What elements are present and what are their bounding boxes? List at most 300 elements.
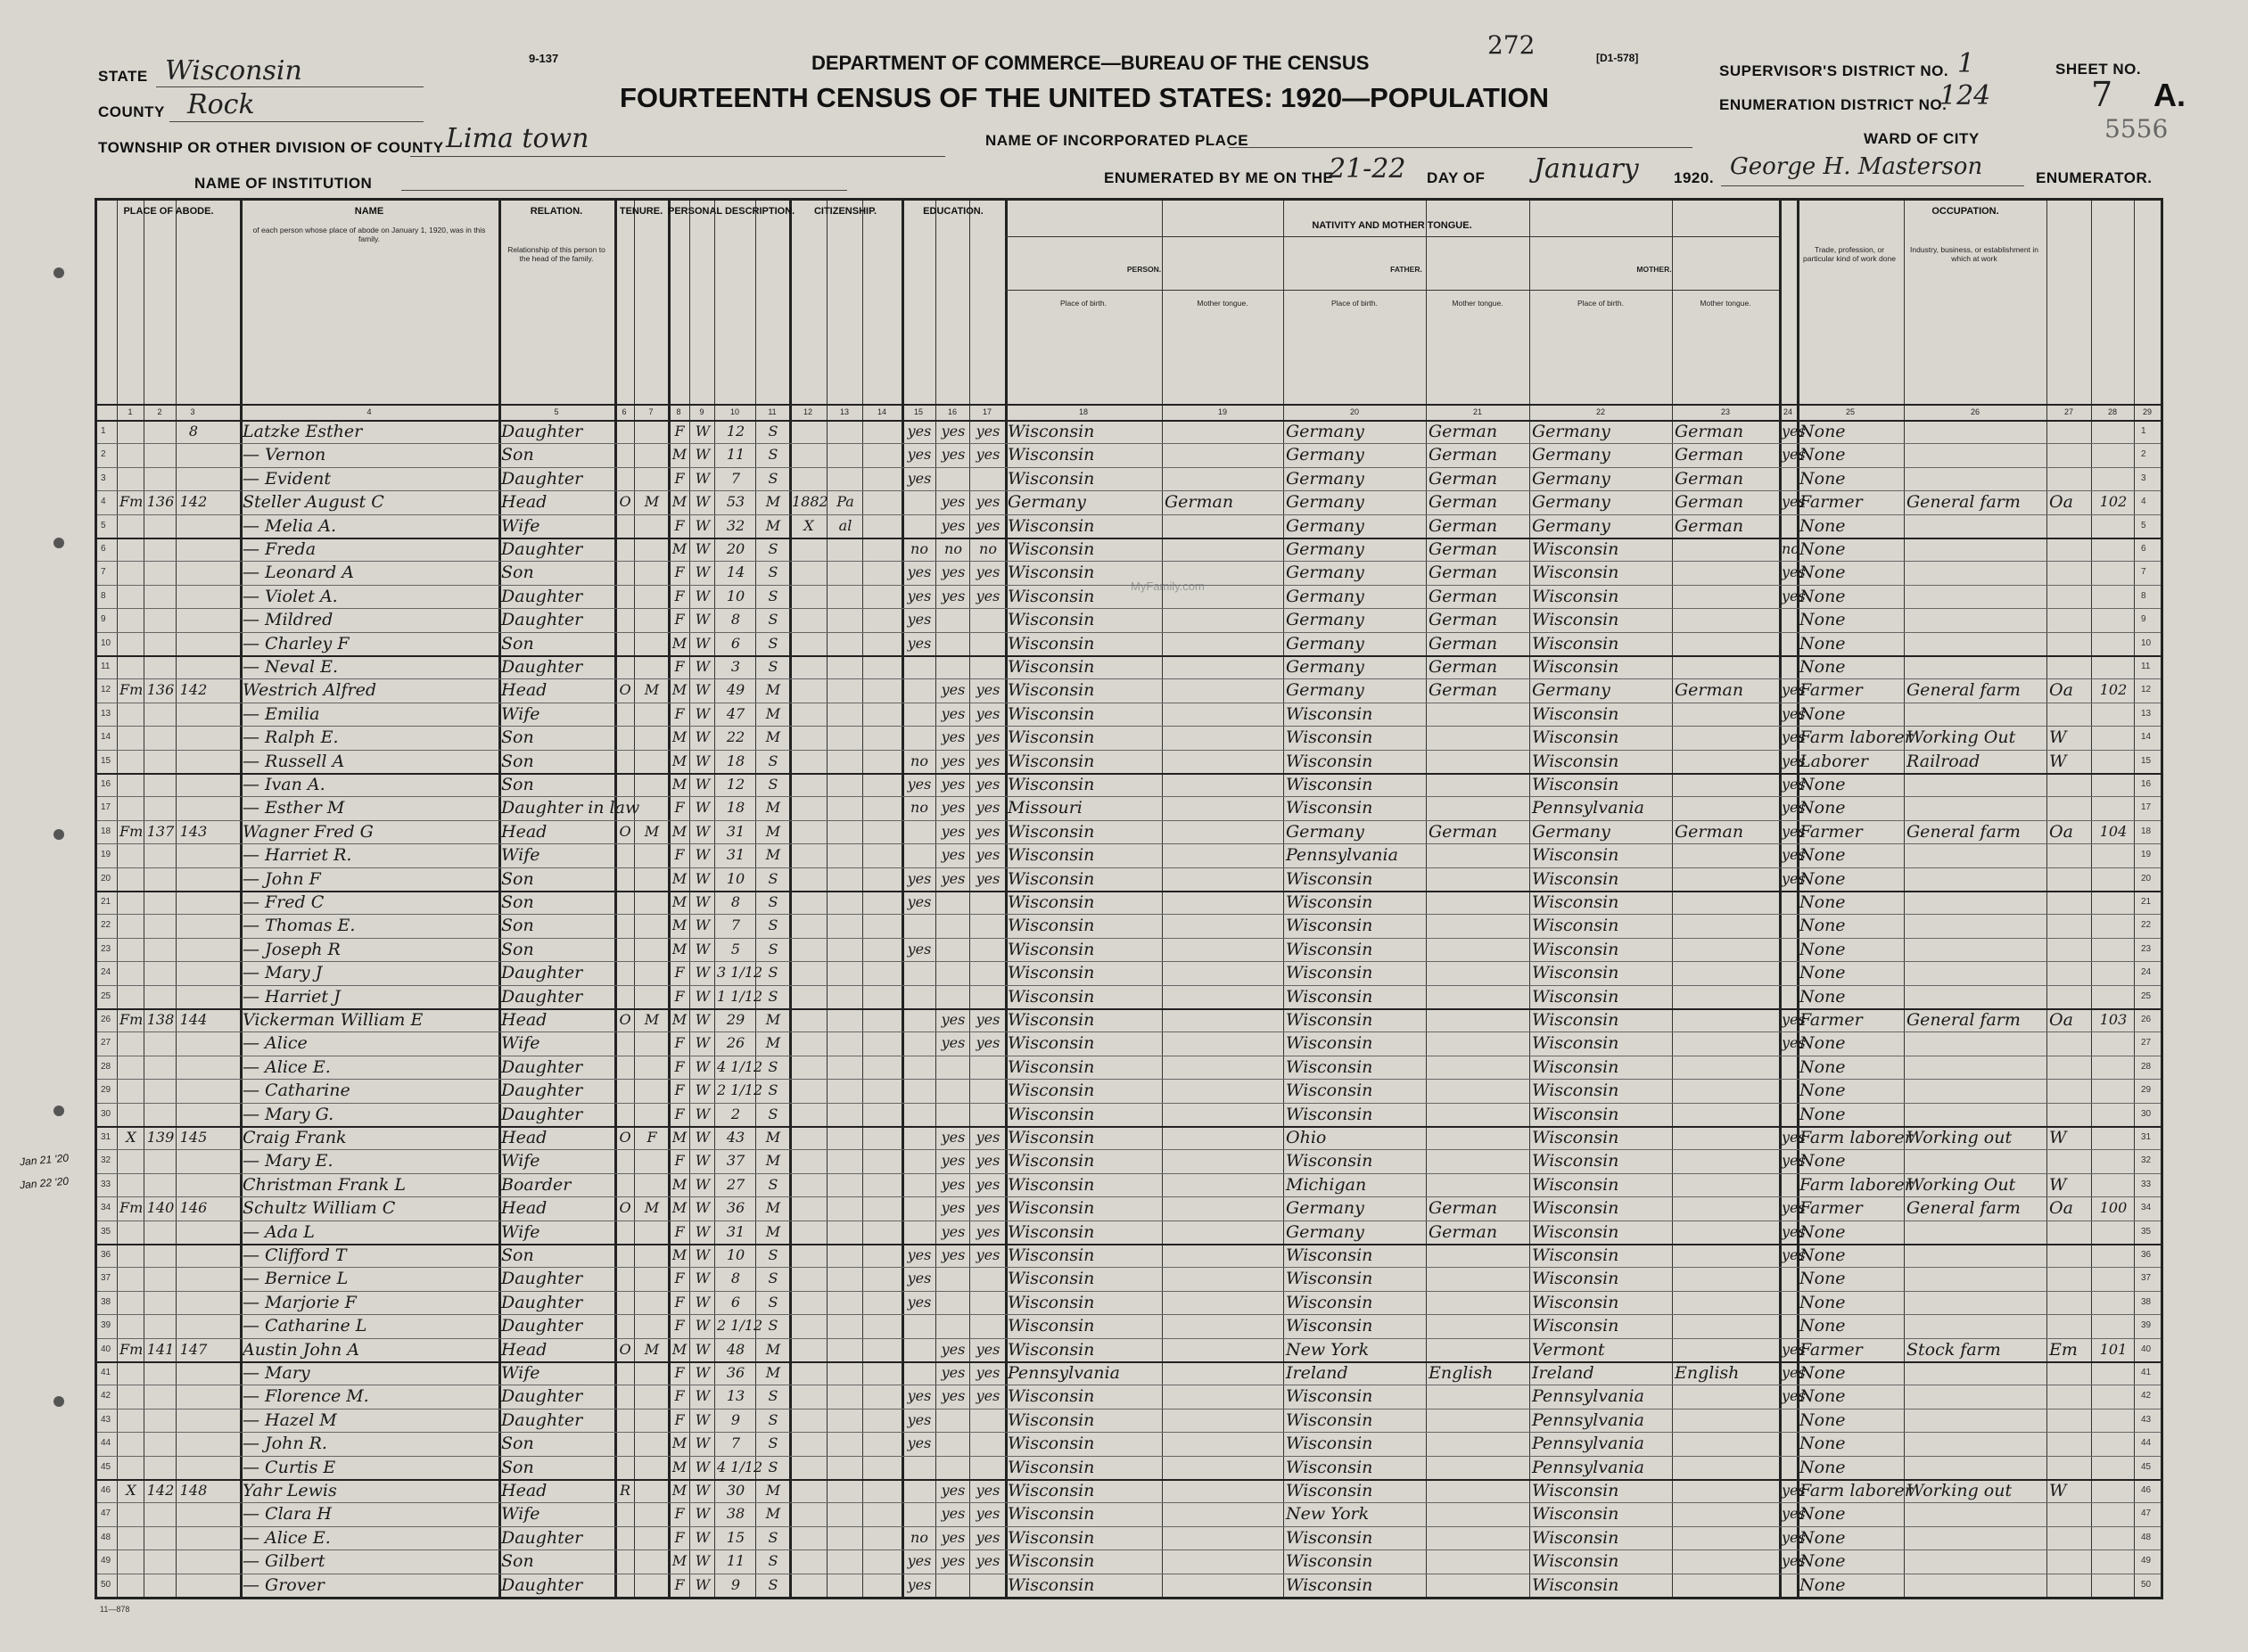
cell-mpob: Germany <box>1532 422 1610 441</box>
cell-age: 7 <box>730 1434 741 1452</box>
cell-race: W <box>695 1129 711 1146</box>
cell-rel: Son <box>501 775 534 794</box>
cell-eng: yes <box>1782 1222 1806 1240</box>
column-number: 19 <box>1217 407 1227 416</box>
cell-cls: W <box>2049 1481 2067 1500</box>
cell-mar: S <box>768 869 778 887</box>
column-number: 16 <box>947 407 957 416</box>
cell-rel: Son <box>501 939 534 959</box>
cell-mpob: Germany <box>1532 492 1610 513</box>
column-number: 1 <box>128 407 133 416</box>
cell-mar: M <box>765 1482 781 1499</box>
cell-age: 9 <box>730 1575 741 1593</box>
binder-hole <box>54 829 64 840</box>
row-number-right: 28 <box>2141 1061 2152 1072</box>
row-number-right: 2 <box>2141 449 2146 460</box>
cell-rel: Head <box>501 1339 548 1360</box>
row-number-right: 31 <box>2141 1132 2152 1142</box>
cell-name: Yahr Lewis <box>243 1481 337 1500</box>
table-row <box>97 655 2161 678</box>
cell-fpob: Wisconsin <box>1286 1081 1373 1101</box>
cell-rel: Daughter <box>501 422 583 441</box>
table-row <box>97 1031 2161 1055</box>
cell-st: X <box>126 1482 136 1499</box>
cell-mpob: Wisconsin <box>1532 986 1619 1007</box>
cell-write: yes <box>976 1199 1000 1217</box>
cell-own: O <box>619 1340 631 1358</box>
row-number-right: 29 <box>2141 1085 2152 1096</box>
cell-fmt: German <box>1429 422 1498 441</box>
page-stamp: 272 <box>1487 30 1536 60</box>
cell-own: O <box>619 493 631 511</box>
cell-fpob: Pennsylvania <box>1286 845 1398 866</box>
cell-occ: None <box>1799 798 1846 818</box>
column-number: 8 <box>676 407 681 416</box>
cell-fmt: German <box>1429 610 1498 630</box>
cell-race: W <box>695 493 711 511</box>
row-number: 8 <box>101 590 106 601</box>
cell-race: W <box>695 822 711 840</box>
cell-name: — Mary J <box>243 963 323 983</box>
cell-write: yes <box>976 446 1000 464</box>
margin-note: Jan 22 '20 <box>19 1174 70 1192</box>
row-number-right: 25 <box>2141 990 2152 1001</box>
cell-age: 6 <box>730 1293 741 1311</box>
cell-fpob: New York <box>1286 1504 1370 1525</box>
cell-sex: M <box>671 1458 688 1475</box>
cell-h: 138 <box>146 1011 175 1028</box>
mother-header: MOTHER. <box>1636 265 1672 274</box>
cell-rel: Son <box>501 1245 534 1265</box>
cell-fpob: Wisconsin <box>1286 703 1373 724</box>
group-tenure: TENURE. <box>619 206 663 217</box>
cell-fpob: Wisconsin <box>1286 963 1373 983</box>
cell-mar: S <box>768 1387 778 1405</box>
cell-mar: S <box>768 987 778 1005</box>
cell-mar: S <box>768 1246 778 1263</box>
cell-rel: Wife <box>501 1221 540 1242</box>
table-row <box>97 608 2161 631</box>
cell-name: — Curtis E <box>243 1457 336 1477</box>
cell-mar: M <box>765 1364 781 1381</box>
cell-write: yes <box>976 752 1000 769</box>
year-label: 1920. <box>1674 169 1715 186</box>
cell-pob: Wisconsin <box>1008 610 1095 630</box>
cell-fpob: Wisconsin <box>1286 892 1373 912</box>
cell-eng: yes <box>1782 1011 1806 1028</box>
township-value: Lima town <box>446 123 589 154</box>
cell-sex: M <box>671 1434 688 1452</box>
row-number: 28 <box>101 1061 111 1072</box>
cell-eng: yes <box>1782 1199 1806 1217</box>
row-number: 17 <box>101 802 111 813</box>
table-row <box>97 1409 2161 1432</box>
table-row <box>97 985 2161 1008</box>
cell-cls: Em <box>2049 1339 2078 1360</box>
row-number-right: 10 <box>2141 637 2152 648</box>
row-number-right: 47 <box>2141 1508 2152 1519</box>
cell-sex: F <box>674 1152 685 1170</box>
row-number-right: 50 <box>2141 1579 2152 1590</box>
cell-read: yes <box>941 493 966 511</box>
row-number: 47 <box>101 1508 111 1519</box>
cell-name: Steller August C <box>243 492 384 513</box>
cell-pob: Wisconsin <box>1008 1151 1095 1171</box>
cell-occ: None <box>1799 610 1846 630</box>
cell-mpob: Wisconsin <box>1532 751 1619 771</box>
cell-school: yes <box>907 893 932 910</box>
cell-fmt: German <box>1429 445 1498 465</box>
row-number: 15 <box>101 755 111 766</box>
cell-mar: S <box>768 1410 778 1428</box>
cell-occ: None <box>1799 1551 1846 1572</box>
cell-race: W <box>695 1199 711 1217</box>
cell-age: 5 <box>730 940 741 958</box>
table-row <box>97 703 2161 726</box>
column-number: 26 <box>1970 407 1980 416</box>
cell-name: — Leonard A <box>243 563 354 583</box>
row-number: 4 <box>101 497 106 507</box>
cell-occ: None <box>1799 1033 1846 1054</box>
watermark: MyFamily.com <box>1131 579 1205 593</box>
cell-age: 8 <box>730 1270 741 1287</box>
table-row <box>97 1338 2161 1361</box>
cell-occ: None <box>1799 1434 1846 1454</box>
cell-race: W <box>695 1152 711 1170</box>
cell-age: 36 <box>726 1199 745 1217</box>
cell-name: — Neval E. <box>243 657 338 677</box>
cell-fmt: German <box>1429 821 1498 842</box>
institution-underline <box>401 190 847 191</box>
cell-name: — Violet A. <box>243 586 338 606</box>
cell-occ: None <box>1799 515 1846 536</box>
cell-school: yes <box>907 1387 932 1405</box>
cell-school: yes <box>907 1552 932 1570</box>
cell-mpob: Wisconsin <box>1532 1128 1619 1147</box>
cell-occ: None <box>1799 422 1846 441</box>
cell-read: yes <box>941 1528 966 1546</box>
cell-mar: S <box>768 1528 778 1546</box>
row-number: 16 <box>101 779 111 789</box>
cell-fpob: Wisconsin <box>1286 1269 1373 1289</box>
cell-pob: Wisconsin <box>1008 445 1095 465</box>
table-row <box>97 443 2161 466</box>
cell-rel: Head <box>501 1481 548 1500</box>
cell-occ: None <box>1799 1363 1846 1383</box>
cell-name: — Melia A. <box>243 515 337 536</box>
table-row <box>97 1479 2161 1502</box>
row-rule <box>97 1597 2161 1599</box>
cell-fmt: German <box>1429 633 1498 653</box>
row-number-right: 1 <box>2141 426 2146 436</box>
column-number: 18 <box>1078 407 1088 416</box>
row-number: 27 <box>101 1038 111 1048</box>
cell-school: yes <box>907 1293 932 1311</box>
cell-cls: W <box>2049 727 2067 748</box>
cell-read: yes <box>941 516 966 534</box>
cell-race: W <box>695 423 711 440</box>
cell-name: — Vernon <box>243 445 326 465</box>
cell-occ: None <box>1799 539 1846 559</box>
cell-mar: M <box>765 1505 781 1523</box>
cell-fpob: Wisconsin <box>1286 868 1373 889</box>
row-number-right: 49 <box>2141 1556 2152 1566</box>
row-number-right: 3 <box>2141 473 2146 483</box>
relation-description: Relationship of this person to the head of the family. <box>507 245 605 263</box>
cell-ind: Railroad <box>1906 751 1980 771</box>
cell-rel: Daughter <box>501 1386 583 1407</box>
cell-occ: None <box>1799 468 1846 489</box>
township-underline <box>410 156 945 157</box>
cell-rel: Daughter in law <box>501 798 640 818</box>
incorporated-label: NAME OF INCORPORATED PLACE <box>985 132 1249 149</box>
cell-read: yes <box>941 1222 966 1240</box>
cell-rel: Son <box>501 727 534 748</box>
cell-rel: Daughter <box>501 1056 583 1077</box>
cell-mmt: German <box>1675 492 1744 513</box>
cell-pob: Wisconsin <box>1008 868 1095 889</box>
cell-sex: M <box>671 916 688 934</box>
cell-mar: S <box>768 776 778 793</box>
cell-eng: yes <box>1782 1246 1806 1263</box>
cell-rel: Daughter <box>501 1574 583 1595</box>
row-number: 24 <box>101 967 111 978</box>
cell-race: W <box>695 1410 711 1428</box>
cell-fpob: Germany <box>1286 610 1364 630</box>
incorporated-underline <box>1229 147 1692 148</box>
cell-occ: None <box>1799 586 1846 606</box>
cell-mmt: English <box>1675 1363 1740 1383</box>
row-number: 25 <box>101 990 111 1001</box>
row-number-right: 39 <box>2141 1320 2152 1331</box>
cell-code: 103 <box>2099 1011 2128 1028</box>
cell-mpob: Wisconsin <box>1532 1081 1619 1101</box>
cell-name: — Hazel M <box>243 1410 337 1430</box>
cell-pob: Wisconsin <box>1008 539 1095 559</box>
column-number: 7 <box>648 407 654 416</box>
cell-pob: Wisconsin <box>1008 963 1095 983</box>
cell-race: W <box>695 940 711 958</box>
table-row <box>97 514 2161 538</box>
cell-mpob: Wisconsin <box>1532 892 1619 912</box>
cell-mmt: German <box>1675 422 1744 441</box>
cell-eng: yes <box>1782 1387 1806 1405</box>
row-number: 20 <box>101 873 111 884</box>
cell-sex: F <box>674 1528 685 1546</box>
cell-code: 104 <box>2099 822 2128 840</box>
cell-write: yes <box>976 587 1000 604</box>
cell-mar: S <box>768 893 778 910</box>
cell-eng: yes <box>1782 704 1806 722</box>
cell-name: — Catharine <box>243 1081 350 1101</box>
table-row <box>97 561 2161 584</box>
cell-fpob: Wisconsin <box>1286 1292 1373 1312</box>
cell-age: 48 <box>726 1340 745 1358</box>
ed-value: 124 <box>1939 80 1991 111</box>
cell-age: 31 <box>726 822 745 840</box>
table-row <box>97 1173 2161 1196</box>
cell-rel: Son <box>501 1457 534 1477</box>
cell-write: yes <box>976 1152 1000 1170</box>
cell-rel: Son <box>501 1434 534 1454</box>
cell-race: W <box>695 563 711 581</box>
cell-read: no <box>944 540 962 557</box>
table-row <box>97 891 2161 914</box>
column-number: 28 <box>2107 407 2117 416</box>
cell-write: yes <box>976 704 1000 722</box>
cell-fpob: Germany <box>1286 492 1364 513</box>
row-number: 13 <box>101 708 111 719</box>
cell-school: no <box>910 1528 928 1546</box>
cell-age: 13 <box>726 1387 745 1405</box>
cell-rel: Son <box>501 563 534 583</box>
cell-mort: M <box>644 1011 660 1028</box>
cell-mpob: Wisconsin <box>1532 633 1619 653</box>
cell-race: W <box>695 1387 711 1405</box>
cell-age: 8 <box>730 611 741 629</box>
cell-age: 12 <box>726 776 745 793</box>
column-number: 6 <box>622 407 627 416</box>
binder-hole <box>54 1396 64 1407</box>
table-row <box>97 1056 2161 1079</box>
cell-sex: F <box>674 658 685 675</box>
cell-f: 146 <box>179 1199 208 1217</box>
cell-f: 145 <box>179 1129 208 1146</box>
row-number: 40 <box>101 1344 111 1354</box>
table-row <box>97 1574 2161 1597</box>
cell-mpob: Wisconsin <box>1532 727 1619 748</box>
cell-name: — Clifford T <box>243 1245 347 1265</box>
cell-race: W <box>695 587 711 604</box>
enumerator-label: ENUMERATOR. <box>2036 169 2153 186</box>
cell-mar: M <box>765 1199 781 1217</box>
month-value: January <box>1534 153 1639 185</box>
cell-pob: Wisconsin <box>1008 1033 1095 1054</box>
cell-pob: Wisconsin <box>1008 1316 1095 1336</box>
cell-occ: None <box>1799 1269 1846 1289</box>
cell-mar: S <box>768 469 778 487</box>
cell-occ: None <box>1799 939 1846 959</box>
cell-race: W <box>695 1222 711 1240</box>
cell-sex: F <box>674 469 685 487</box>
table-row <box>97 678 2161 702</box>
form-footer: 11—878 <box>100 1605 130 1614</box>
cell-fpob: Wisconsin <box>1286 939 1373 959</box>
cell-pob: Wisconsin <box>1008 1457 1095 1477</box>
state-underline <box>156 86 424 87</box>
cell-sex: F <box>674 1505 685 1523</box>
cell-mar: M <box>765 493 781 511</box>
row-number-right: 32 <box>2141 1155 2152 1166</box>
cell-f: 142 <box>179 681 208 699</box>
cell-eng: yes <box>1782 1552 1806 1570</box>
cell-sex: F <box>674 704 685 722</box>
cell-race: W <box>695 1528 711 1546</box>
cell-sex: F <box>674 1222 685 1240</box>
cell-mpob: Germany <box>1532 680 1610 701</box>
cell-fpob: Wisconsin <box>1286 1551 1373 1572</box>
cell-mort: M <box>644 493 660 511</box>
cell-rel: Head <box>501 1010 548 1030</box>
cell-pob: Wisconsin <box>1008 1056 1095 1077</box>
cell-nat: Pa <box>836 493 854 511</box>
cell-mar: S <box>768 658 778 675</box>
cell-school: yes <box>907 776 932 793</box>
county-underline <box>169 121 424 122</box>
cell-sex: F <box>674 964 685 982</box>
cell-age: 43 <box>726 1129 745 1146</box>
table-row <box>97 585 2161 608</box>
cell-fpob: Wisconsin <box>1286 986 1373 1007</box>
cell-mpob: Wisconsin <box>1532 1245 1619 1265</box>
row-number: 19 <box>101 850 111 860</box>
table-row <box>97 820 2161 843</box>
cell-race: W <box>695 893 711 910</box>
binder-hole <box>54 538 64 548</box>
cell-age: 38 <box>726 1505 745 1523</box>
cell-mpob: Pennsylvania <box>1532 1410 1644 1430</box>
cell-race: W <box>695 1434 711 1452</box>
cell-age: 30 <box>726 1482 745 1499</box>
cell-fmt: German <box>1429 1221 1498 1242</box>
cell-occ: None <box>1799 1151 1846 1171</box>
cell-st: Fm <box>119 493 144 511</box>
row-number: 42 <box>101 1391 111 1401</box>
cell-rel: Wife <box>501 1151 540 1171</box>
cell-occ: None <box>1799 963 1846 983</box>
cell-read: yes <box>941 728 966 746</box>
cell-mpob: Vermont <box>1532 1339 1605 1360</box>
row-number-right: 5 <box>2141 520 2146 530</box>
cell-sex: F <box>674 563 685 581</box>
cell-occ: Farm laborer <box>1799 1174 1913 1195</box>
cell-write: yes <box>976 1175 1000 1193</box>
county-label: COUNTY <box>98 103 165 120</box>
cell-sex: F <box>674 611 685 629</box>
father-pob-header: Place of birth. <box>1331 299 1378 308</box>
binder-hole <box>54 1105 64 1116</box>
cell-cls: Oa <box>2049 492 2073 513</box>
cell-mar: S <box>768 1575 778 1593</box>
cell-fpob: Germany <box>1286 821 1364 842</box>
cell-age: 47 <box>726 704 745 722</box>
cell-pob: Wisconsin <box>1008 703 1095 724</box>
cell-read: yes <box>941 1152 966 1170</box>
cell-fmt: German <box>1429 563 1498 583</box>
cell-mar: M <box>765 799 781 817</box>
cell-race: W <box>695 658 711 675</box>
cell-eng: yes <box>1782 1528 1806 1546</box>
cell-age: 10 <box>726 587 745 604</box>
enumerated-day: 21-22 <box>1329 153 1406 185</box>
row-number-right: 22 <box>2141 920 2152 931</box>
cell-fpob: Wisconsin <box>1286 751 1373 771</box>
cell-nat: al <box>838 516 852 534</box>
column-number: 20 <box>1349 407 1359 416</box>
cell-mmt: German <box>1675 821 1744 842</box>
cell-name: — Esther M <box>243 798 345 818</box>
row-number-right: 19 <box>2141 850 2152 860</box>
cell-mpob: Wisconsin <box>1532 775 1619 794</box>
sheet-label: SHEET NO. <box>2055 61 2142 78</box>
row-number: 12 <box>101 685 111 695</box>
cell-sex: F <box>674 1387 685 1405</box>
group-citizenship: CITIZENSHIP. <box>813 206 877 217</box>
cell-write: yes <box>976 799 1000 817</box>
cell-mpob: Pennsylvania <box>1532 1457 1644 1477</box>
cell-pob: Wisconsin <box>1008 1128 1095 1147</box>
cell-fmt: German <box>1429 515 1498 536</box>
